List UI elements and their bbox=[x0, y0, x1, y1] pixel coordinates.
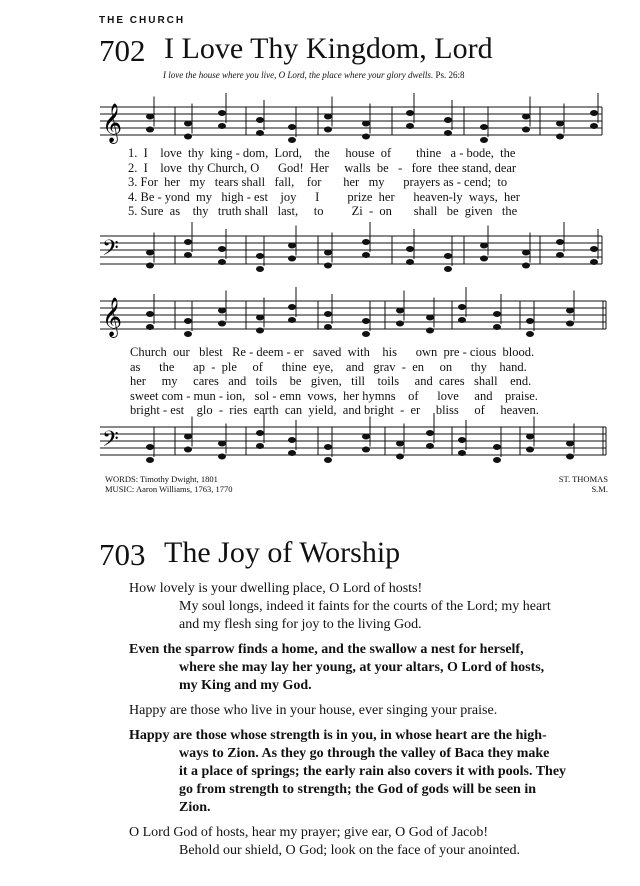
verse-line: sweet com - mun - ion, sol - emn vows, her hymns of love and praise. bbox=[130, 388, 538, 403]
note-head bbox=[493, 324, 501, 330]
note-head bbox=[218, 441, 226, 447]
note-head bbox=[256, 130, 264, 136]
note-head bbox=[324, 444, 332, 450]
note-head bbox=[590, 123, 598, 129]
verse-line: Church our blest Re - deem - er saved with his own pre - cious blood. bbox=[130, 345, 535, 359]
note-head bbox=[566, 441, 574, 447]
note-head bbox=[526, 447, 534, 453]
note-head bbox=[522, 250, 530, 256]
note-head bbox=[522, 114, 530, 120]
note-head bbox=[146, 114, 154, 120]
note-head bbox=[556, 252, 564, 258]
people-response-line: Happy are those whose strength is in you, in whose heart are the high- bbox=[129, 728, 547, 743]
tune-info bbox=[559, 474, 608, 494]
note-head bbox=[480, 256, 488, 262]
note-head bbox=[184, 434, 192, 440]
verse-line: 4. Be - yond my high - est joy I prize her heaven-ly ways, her bbox=[128, 189, 520, 204]
note-head bbox=[184, 239, 192, 245]
note-head bbox=[146, 457, 154, 463]
note-head bbox=[256, 253, 264, 259]
note-head bbox=[218, 321, 226, 327]
note-head bbox=[362, 447, 370, 453]
clef: 𝄢 bbox=[102, 427, 119, 457]
reading-number: 703 bbox=[99, 537, 146, 572]
note-head bbox=[146, 250, 154, 256]
hymn-title: I Love Thy Kingdom, Lord bbox=[164, 32, 493, 65]
note-head bbox=[480, 243, 488, 249]
words-credit: WORDS: Timothy Dwight, 1801 bbox=[105, 474, 218, 484]
music-credit: MUSIC: Aaron Williams, 1763, 1770 bbox=[105, 484, 233, 494]
note-head bbox=[256, 117, 264, 123]
verse-line: 5. Sure as thy truth shall last, to Zi - on shall be given the bbox=[128, 204, 518, 218]
note-head bbox=[458, 317, 466, 323]
people-response-line: Even the sparrow finds a home, and the swallow a nest for herself, bbox=[129, 642, 524, 657]
note-head bbox=[444, 266, 452, 272]
note-head bbox=[184, 252, 192, 258]
note-head bbox=[288, 137, 296, 143]
note-head bbox=[288, 317, 296, 323]
note-head bbox=[406, 110, 414, 116]
note-head bbox=[444, 253, 452, 259]
leader-line: and my flesh sing for joy to the living God. bbox=[179, 617, 422, 632]
people-response-line: Zion. bbox=[179, 800, 211, 815]
note-head bbox=[146, 263, 154, 269]
note-head bbox=[256, 315, 264, 321]
note-head bbox=[256, 443, 264, 449]
note-head bbox=[324, 250, 332, 256]
note-head bbox=[256, 328, 264, 334]
people-response-line: where she may lay her young, at your altars, O Lord of hosts, bbox=[179, 660, 545, 675]
note-head bbox=[556, 121, 564, 127]
note-head bbox=[256, 266, 264, 272]
note-head bbox=[396, 454, 404, 460]
note-head bbox=[526, 318, 534, 324]
note-head bbox=[184, 318, 192, 324]
note-head bbox=[184, 331, 192, 337]
note-head bbox=[146, 311, 154, 317]
tune-name: ST. THOMAS bbox=[558, 474, 608, 484]
note-head bbox=[362, 252, 370, 258]
note-head bbox=[493, 457, 501, 463]
note-head bbox=[458, 437, 466, 443]
clef: 𝄞 bbox=[102, 297, 123, 337]
note-head bbox=[526, 331, 534, 337]
note-head bbox=[324, 311, 332, 317]
note-head bbox=[218, 123, 226, 129]
note-head bbox=[406, 246, 414, 252]
note-head bbox=[362, 318, 370, 324]
epigraph-ref: Ps. 26:8 bbox=[435, 70, 465, 80]
meter: S.M. bbox=[591, 484, 608, 494]
note-head bbox=[556, 239, 564, 245]
note-head bbox=[566, 321, 574, 327]
note-head bbox=[256, 430, 264, 436]
leader-line: How lovely is your dwelling place, O Lord of hosts! bbox=[129, 581, 423, 596]
hymn-number: 702 bbox=[99, 33, 146, 68]
note-head bbox=[526, 434, 534, 440]
note-head bbox=[218, 259, 226, 265]
note-head bbox=[406, 123, 414, 129]
note-head bbox=[218, 110, 226, 116]
note-head bbox=[396, 441, 404, 447]
note-head bbox=[362, 239, 370, 245]
leader-line: Behold our shield, O God; look on the face of your anointed. bbox=[179, 843, 520, 858]
note-head bbox=[396, 321, 404, 327]
note-head bbox=[566, 308, 574, 314]
note-head bbox=[493, 311, 501, 317]
note-head bbox=[426, 328, 434, 334]
note-head bbox=[146, 444, 154, 450]
clef: 𝄞 bbox=[102, 103, 123, 143]
note-head bbox=[288, 450, 296, 456]
note-head bbox=[288, 124, 296, 130]
note-head bbox=[426, 430, 434, 436]
note-head bbox=[362, 434, 370, 440]
note-head bbox=[288, 304, 296, 310]
note-head bbox=[406, 259, 414, 265]
note-head bbox=[362, 331, 370, 337]
note-head bbox=[288, 256, 296, 262]
note-head bbox=[362, 134, 370, 140]
note-head bbox=[324, 127, 332, 133]
note-head bbox=[218, 454, 226, 460]
note-head bbox=[590, 259, 598, 265]
section-header: THE CHURCH bbox=[99, 15, 186, 26]
note-head bbox=[480, 124, 488, 130]
note-head bbox=[146, 324, 154, 330]
note-head bbox=[288, 437, 296, 443]
note-head bbox=[218, 308, 226, 314]
note-head bbox=[458, 304, 466, 310]
note-head bbox=[146, 127, 154, 133]
note-head bbox=[324, 263, 332, 269]
note-head bbox=[426, 443, 434, 449]
note-head bbox=[458, 450, 466, 456]
note-head bbox=[184, 447, 192, 453]
note-head bbox=[396, 308, 404, 314]
reading-title: The Joy of Worship bbox=[164, 536, 401, 569]
note-head bbox=[590, 246, 598, 252]
note-head bbox=[324, 114, 332, 120]
people-response-line: ways to Zion. As they go through the valley of Baca they make bbox=[179, 746, 550, 761]
people-response-line: go from strength to strength; the God of gods will be seen in bbox=[179, 782, 536, 797]
leader-line: My soul longs, indeed it faints for the courts of the Lord; my heart bbox=[179, 599, 551, 614]
note-head bbox=[493, 444, 501, 450]
note-head bbox=[556, 134, 564, 140]
note-head bbox=[444, 130, 452, 136]
note-head bbox=[566, 454, 574, 460]
note-head bbox=[480, 137, 488, 143]
people-response-line: my King and my God. bbox=[179, 678, 312, 693]
note-head bbox=[218, 246, 226, 252]
verse-line: bright - est glo - ries earth can yield, and bright - er bliss of heaven. bbox=[130, 403, 539, 417]
epigraph-text: I love the house where you live, O Lord, the place where your glory dwells. bbox=[163, 70, 434, 80]
note-head bbox=[522, 127, 530, 133]
verse-line: 2. I love thy Church, O God! Her walls be - fore thee stand, dear bbox=[128, 160, 517, 175]
note-head bbox=[426, 315, 434, 321]
note-head bbox=[444, 117, 452, 123]
note-head bbox=[362, 121, 370, 127]
verse-line: 1. I love thy king - dom, Lord, the house of thine a - bode, the bbox=[128, 146, 516, 160]
note-head bbox=[184, 134, 192, 140]
note-head bbox=[324, 457, 332, 463]
note-head bbox=[184, 121, 192, 127]
note-head bbox=[590, 110, 598, 116]
note-head bbox=[324, 324, 332, 330]
note-head bbox=[288, 243, 296, 249]
people-response-line: it a place of springs; the early rain also covers it with pools. They bbox=[179, 764, 567, 779]
verse-line: as the ap - ple of thine eye, and grav - en on thy hand. bbox=[130, 359, 527, 374]
verse-line: her my cares and toils be given, till toils and cares shall end. bbox=[130, 374, 532, 388]
hymn-credits bbox=[105, 474, 232, 494]
leader-line: O Lord God of hosts, hear my prayer; give ear, O God of Jacob! bbox=[129, 825, 489, 840]
note-head bbox=[522, 263, 530, 269]
verse-line: 3. For her my tears shall fall, for her my prayers as - cend; to bbox=[128, 175, 508, 189]
clef: 𝄢 bbox=[102, 236, 119, 266]
clefs bbox=[102, 103, 122, 457]
leader-line: Happy are those who live in your house, ever singing your praise. bbox=[129, 703, 498, 718]
